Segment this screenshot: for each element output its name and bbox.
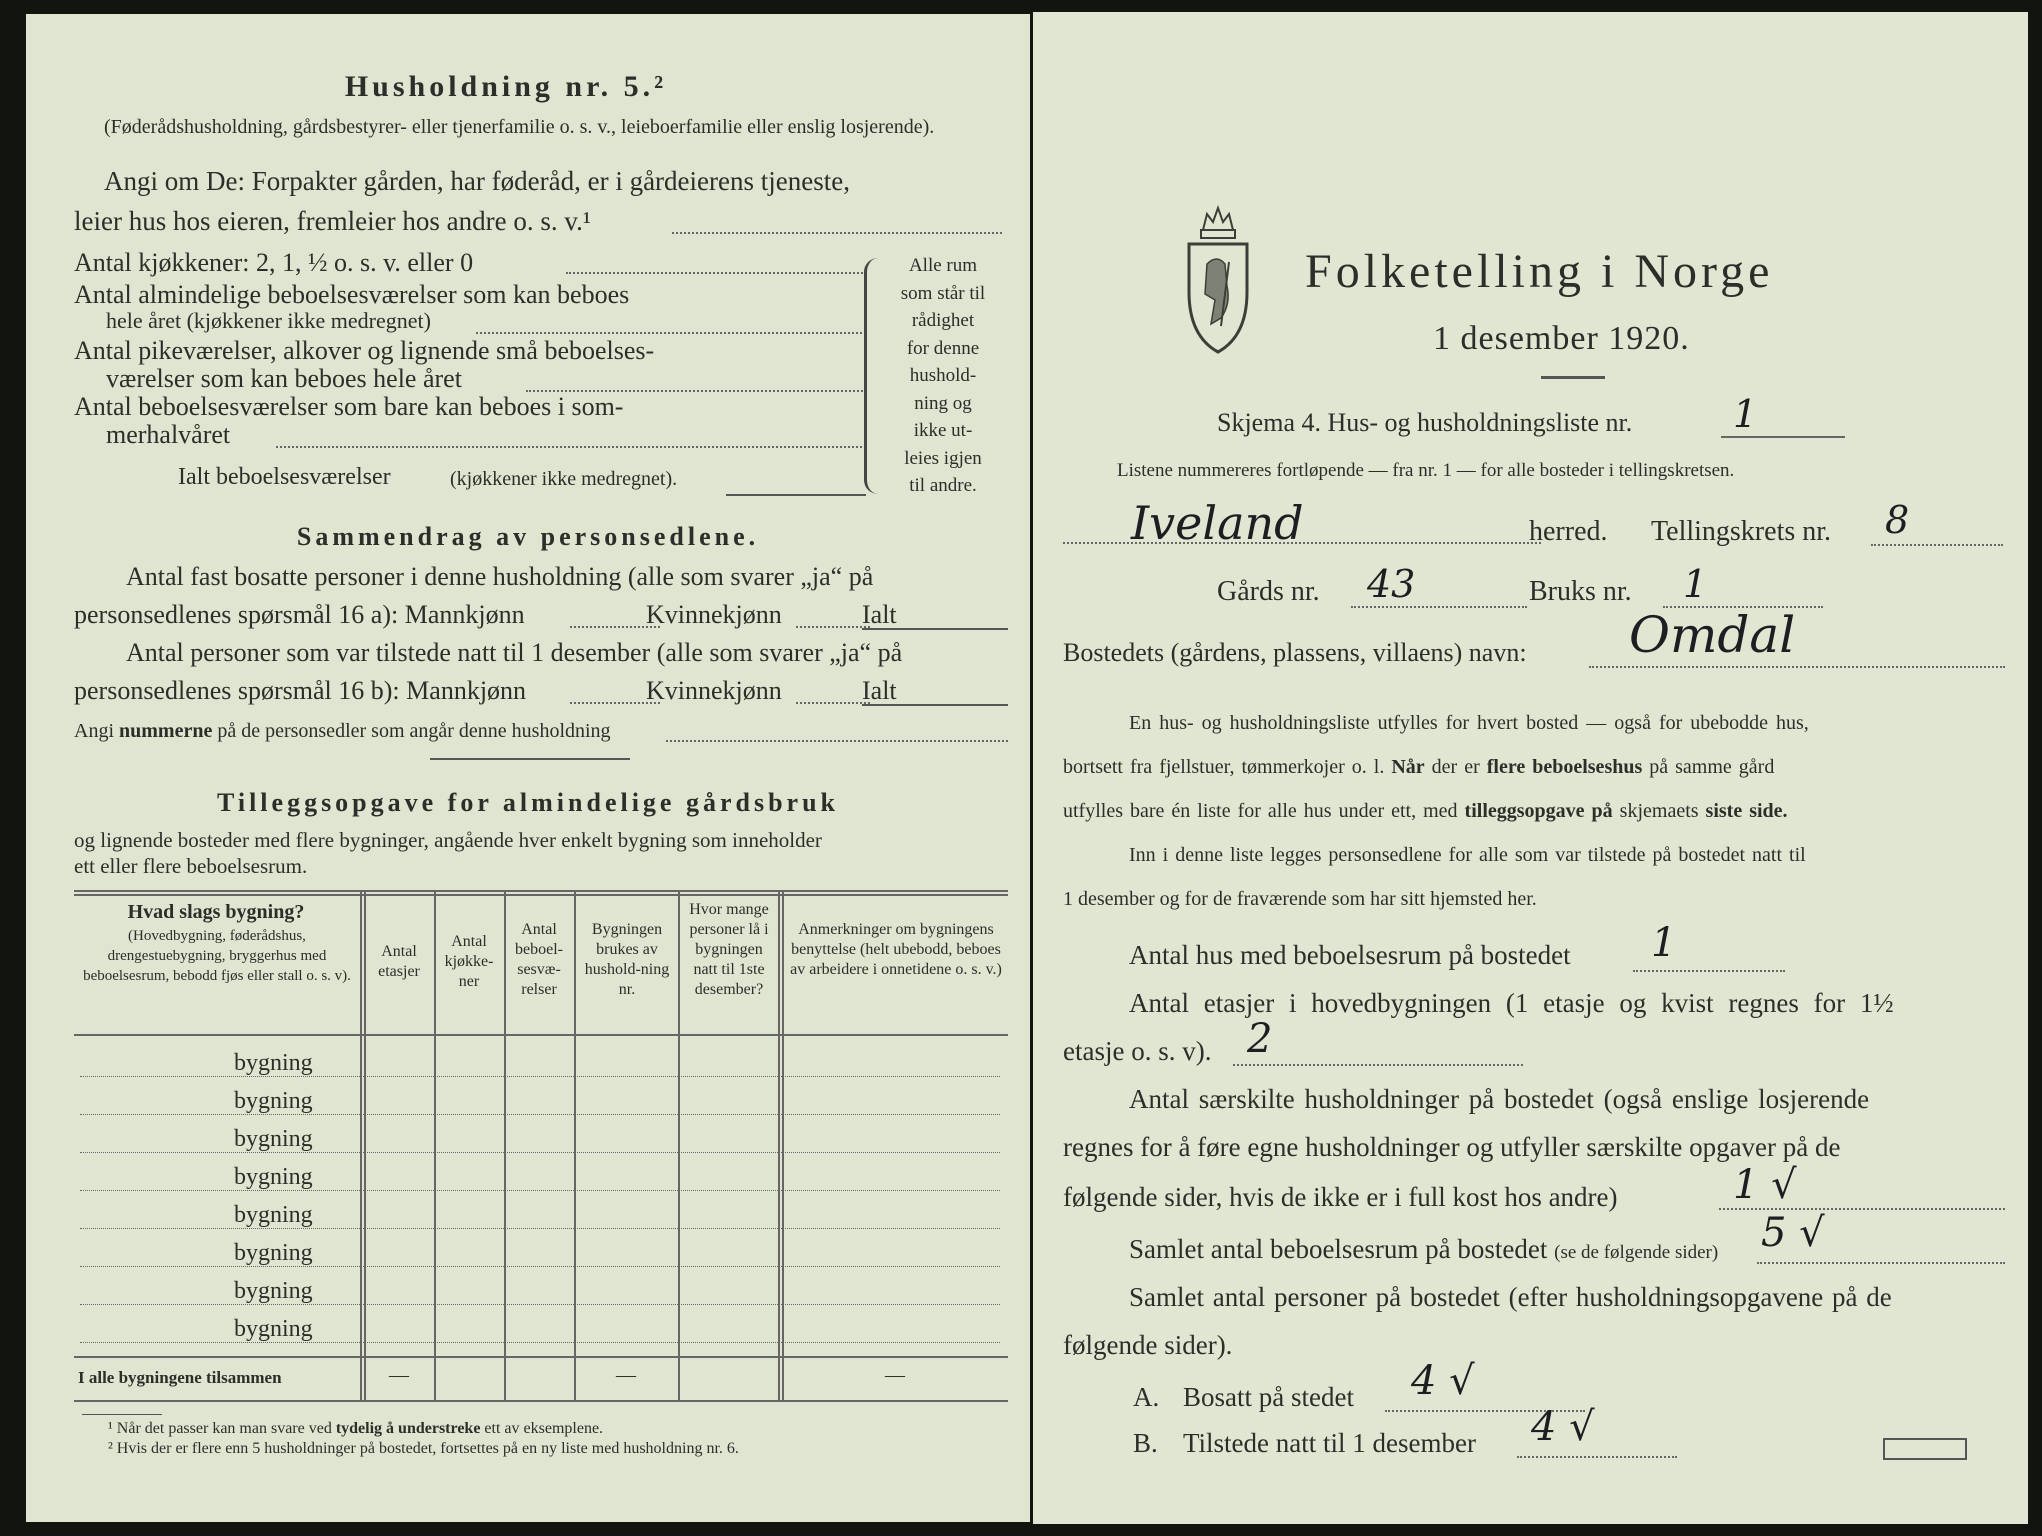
floors-label-2: etasje o. s. v). xyxy=(1063,1036,1212,1066)
footnote-rule xyxy=(82,1414,162,1415)
instruction-4: Inn i denne liste legges personsedlene for alle som var tilstede på bostedet natt til xyxy=(1129,844,1806,866)
census-date: 1 desember 1920. xyxy=(1433,320,1690,357)
col-building-title: Hvad slags bygning? xyxy=(127,901,305,923)
total-rooms-note: (kjøkkener ikke medregnet). xyxy=(450,468,678,490)
building-row-label: bygning xyxy=(234,1202,313,1228)
building-row-label: bygning xyxy=(234,1164,313,1190)
building-row-label: bygning xyxy=(234,1240,313,1266)
krets-line xyxy=(1871,544,2003,546)
building-row-line xyxy=(80,1228,1000,1229)
summer-rooms-label-2: merhalvåret xyxy=(106,420,231,449)
total-rooms-label: Ialt beboelsesværelser xyxy=(178,464,391,490)
summary-b-line2: personsedlenes spørsmål 16 b): Mannkjønn xyxy=(74,676,527,705)
floors-line xyxy=(1233,1064,1523,1066)
building-row-line xyxy=(80,1152,1000,1153)
resident-letter: A. xyxy=(1133,1382,1160,1412)
col-floors: Antal etasjer xyxy=(378,943,420,980)
present-line xyxy=(1517,1456,1677,1458)
building-row-line xyxy=(80,1114,1000,1115)
col-household: Bygningen brukes av hushold-ning nr. xyxy=(584,921,670,998)
footnote-2: ² Hvis der er flere enn 5 husholdninger på bostedet, fortsettes på en ny liste med husholdning nr. 6. xyxy=(108,1440,739,1457)
present-letter: B. xyxy=(1133,1428,1158,1458)
title-rule xyxy=(1541,376,1605,379)
numbering-note: Listene nummereres fortløpende — fra nr. 1 — for alle bosteder i tellingskretsen. xyxy=(1117,460,1735,481)
bracket-note: Alle rum som står til rådighet for denne hushold- ning og ikke ut- leies igjen til andre. xyxy=(900,255,986,496)
rooms-total-label: Samlet antal beboelsesrum på bostedet (se de følgende sider) xyxy=(1129,1234,1719,1264)
section-divider xyxy=(430,758,630,760)
schema-value: 1 xyxy=(1733,392,1758,436)
households-label-2: regnes for å føre egne husholdninger og utfyller særskilte opgaver på de xyxy=(1063,1132,1841,1162)
question-line2: leier hus hos eieren, fremleier hos andre o. s. v.¹ xyxy=(74,206,591,236)
gards-value: 43 xyxy=(1367,562,1416,606)
ordinary-rooms-line xyxy=(476,332,866,334)
summary-title: Sammendrag av personsedlene. xyxy=(296,522,760,551)
coat-of-arms-icon xyxy=(1181,200,1255,360)
households-value: 1 √ xyxy=(1733,1162,1797,1208)
building-row-label: bygning xyxy=(234,1088,313,1114)
summary-b-female-label: Kvinnekjønn xyxy=(646,676,782,705)
bosted-line xyxy=(1589,666,2005,668)
building-row-line xyxy=(80,1190,1000,1191)
rooms-total-line xyxy=(1757,1262,2005,1264)
printer-stamp-icon xyxy=(1883,1438,1967,1460)
col-building-note: (Hovedbygning, føderådshus, drengestuebygning, bryggerhus med beboelsesrum, bebodd fjøs eller stall o. s. v). xyxy=(83,928,351,984)
summary-b-line1: Antal personer som var tilstede natt til 1 desember (alle som svarer „ja“ på xyxy=(126,638,903,667)
summary-a-total-line xyxy=(862,628,1008,630)
col-persons: Hvor mange personer lå i bygningen natt til 1ste desember? xyxy=(689,901,769,998)
summary-b-total-label: Ialt xyxy=(862,676,897,705)
krets-label: Tellingskrets nr. xyxy=(1651,516,1832,547)
summary-b-total-line xyxy=(862,704,1008,706)
present-value: 4 √ xyxy=(1531,1404,1595,1450)
col-remarks: Anmerkninger om bygningens benyttelse (helt ubebodd, beboes av arbeidere i onnetidene o. s. v.) xyxy=(790,921,1002,978)
houses-value: 1 xyxy=(1651,920,1677,966)
col-kitchens: Antal kjøkke-ner xyxy=(444,933,494,990)
kitchens-label: Antal kjøkkener: 2, 1, ½ o. s. v. eller 0 xyxy=(74,248,474,277)
rooms-total-value: 5 √ xyxy=(1761,1210,1825,1256)
houses-line xyxy=(1633,970,1785,972)
herred-value: Iveland xyxy=(1131,496,1304,550)
total-rooms-line xyxy=(726,494,866,496)
gards-label: Gårds nr. xyxy=(1217,576,1320,607)
footnote-1: ¹ Når det passer kan man svare ved tydelig å understreke ett av eksemplene. xyxy=(108,1420,604,1437)
bruks-label: Bruks nr. xyxy=(1529,576,1632,607)
summary-a-female-line xyxy=(796,626,870,628)
angi-line: Angi nummerne på de personsedler som angår denne husholdning xyxy=(74,720,611,742)
present-label: Tilstede natt til 1 desember xyxy=(1183,1428,1476,1458)
ordinary-rooms-label-2: hele året (kjøkkener ikke medregnet) xyxy=(106,308,431,333)
bruks-value: 1 xyxy=(1683,562,1708,606)
census-title: Folketelling i Norge xyxy=(1305,245,1774,298)
herred-label: herred. xyxy=(1529,516,1608,547)
buildings-table xyxy=(74,890,1008,1402)
gards-line xyxy=(1351,606,1527,608)
building-row-line xyxy=(80,1304,1000,1305)
krets-value: 8 xyxy=(1885,498,1910,542)
building-row-line xyxy=(80,1342,1000,1343)
maid-rooms-label-1: Antal pikeværelser, alkover og lignende små beboelses- xyxy=(74,336,655,365)
table-total-label: I alle bygningene tilsammen xyxy=(78,1368,282,1387)
building-row-line xyxy=(80,1076,1000,1077)
households-label-1: Antal særskilte husholdninger på bostedet (også enslige losjerende xyxy=(1129,1084,1870,1114)
left-page xyxy=(26,14,1030,1522)
summer-rooms-line xyxy=(276,446,866,448)
household-title: Husholdning nr. 5.² xyxy=(344,70,668,103)
summary-a-female-label: Kvinnekjønn xyxy=(646,600,782,629)
instruction-5: 1 desember og for de fraværende som har sitt hjemsted her. xyxy=(1063,888,1537,910)
ordinary-rooms-label-1: Antal almindelige beboelsesværelser som kan beboes xyxy=(74,280,630,309)
total-dash-household: — xyxy=(616,1364,636,1386)
summary-a-line1: Antal fast bosatte personer i denne husholdning (alle som svarer „ja“ på xyxy=(126,562,874,591)
summer-rooms-label-1: Antal beboelsesværelser som bare kan beboes i som- xyxy=(74,392,624,421)
angi-answer-line xyxy=(666,740,1008,742)
schema-label: Skjema 4. Hus- og husholdningsliste nr. xyxy=(1217,408,1633,437)
building-row-label: bygning xyxy=(234,1050,313,1076)
persons-label-1: Samlet antal personer på bostedet (efter husholdningsopgavene på de xyxy=(1129,1282,1892,1312)
summary-a-line2: personsedlenes spørsmål 16 a): Mannkjønn xyxy=(74,600,525,629)
question-line1: Angi om De: Forpakter gården, har føderåd, er i gårdeierens tjeneste, xyxy=(104,166,850,196)
bosted-label: Bostedets (gårdens, plassens, villaens) navn: xyxy=(1063,638,1527,667)
households-label-3: følgende sider, hvis de ikke er i full kost hos andre) xyxy=(1063,1182,1618,1212)
col-rooms: Antal beboel-sesvæ-relser xyxy=(515,921,563,998)
bosted-value: Omdal xyxy=(1629,606,1796,664)
floors-label-1: Antal etasjer i hovedbygningen (1 etasje og kvist regnes for 1½ xyxy=(1129,988,1894,1018)
household-subtitle: (Føderådshusholdning, gårdsbestyrer- eller tjenerfamilie o. s. v., leieboerfamilie eller enslig losjerende). xyxy=(104,116,935,138)
supplement-subtitle-1: og lignende bosteder med flere bygninger, angående hver enkelt bygning som inneholder xyxy=(74,828,822,852)
supplement-subtitle-2: ett eller flere beboelsesrum. xyxy=(74,854,308,878)
instruction-2: bortsett fra fjellstuer, tømmerkojer o. l. Når der er flere beboelseshus på samme gård xyxy=(1063,756,1775,778)
floors-value: 2 xyxy=(1247,1016,1273,1062)
instruction-1: En hus- og husholdningsliste utfylles for hvert bosted — også for ubebodde hus, xyxy=(1129,712,1809,734)
resident-value: 4 √ xyxy=(1411,1358,1475,1404)
kitchens-line xyxy=(566,272,866,274)
building-row-label: bygning xyxy=(234,1278,313,1304)
right-page xyxy=(1033,12,2028,1524)
building-row-line xyxy=(80,1266,1000,1267)
question-answer-line xyxy=(672,232,1002,234)
persons-label-2: følgende sider). xyxy=(1063,1330,1233,1360)
total-dash-floors: — xyxy=(389,1364,409,1386)
total-dash-remarks: — xyxy=(885,1364,905,1386)
houses-label: Antal hus med beboelsesrum på bostedet xyxy=(1129,940,1571,970)
maid-rooms-label-2: værelser som kan beboes hele året xyxy=(106,364,462,393)
supplement-title: Tilleggsopgave for almindelige gårdsbruk xyxy=(216,788,840,817)
building-row-label: bygning xyxy=(234,1316,313,1342)
summary-a-total-label: Ialt xyxy=(862,600,897,629)
resident-label: Bosatt på stedet xyxy=(1183,1382,1354,1412)
schema-line xyxy=(1721,436,1845,438)
building-row-label: bygning xyxy=(234,1126,313,1152)
instruction-3: utfylles bare én liste for alle hus under ett, med tilleggsopgave på skjemaets siste side. xyxy=(1063,800,1788,822)
summary-b-female-line xyxy=(796,702,870,704)
